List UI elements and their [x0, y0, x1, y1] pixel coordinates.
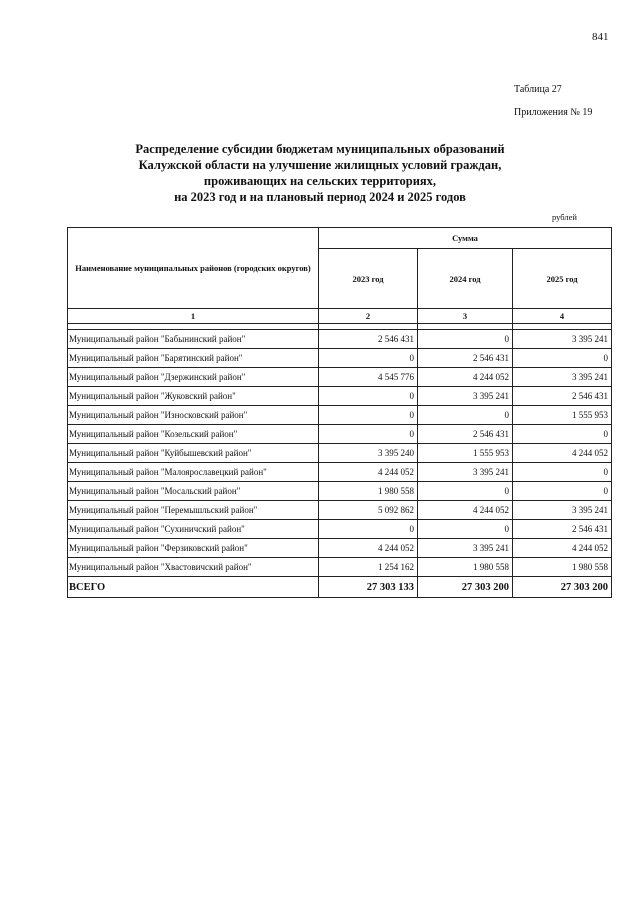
sum-header: Сумма — [319, 228, 612, 249]
column-number: 3 — [418, 309, 513, 324]
amount-2025: 0 — [513, 349, 612, 368]
amount-2023: 0 — [319, 520, 418, 539]
title-line: Распределение субсидии бюджетам муниципальных образований — [135, 142, 505, 156]
amount-2025: 0 — [513, 482, 612, 501]
amount-2023: 1 254 162 — [319, 558, 418, 577]
amount-2023: 0 — [319, 387, 418, 406]
table-row — [68, 558, 612, 577]
amount-2025: 4 244 052 — [513, 539, 612, 558]
title-line: Калужской области на улучшение жилищных условий граждан, — [138, 158, 502, 172]
year-header-2023: 2023 год — [319, 249, 418, 309]
district-name: Муниципальный район "Ферзиковский район" — [68, 539, 319, 558]
amount-2025: 2 546 431 — [513, 520, 612, 539]
district-name: Муниципальный район "Сухиничский район" — [68, 520, 319, 539]
table-row — [68, 520, 612, 539]
column-number: 4 — [513, 309, 612, 324]
amount-2024: 0 — [418, 406, 513, 425]
subsidy-table — [67, 227, 612, 598]
amount-2023: 2 546 431 — [319, 330, 418, 349]
table-row — [68, 425, 612, 444]
amount-2024: 3 395 241 — [418, 539, 513, 558]
total-row — [68, 577, 612, 598]
amount-2024: 2 546 431 — [418, 425, 513, 444]
amount-2025: 3 395 241 — [513, 368, 612, 387]
units-label: рублей — [552, 212, 577, 222]
table-row — [68, 406, 612, 425]
appendix-label: Приложения № 19 — [514, 107, 593, 118]
amount-2023: 0 — [319, 349, 418, 368]
district-name: Муниципальный район "Куйбышевский район" — [68, 444, 319, 463]
amount-2025: 1 980 558 — [513, 558, 612, 577]
district-name: Муниципальный район "Малоярославецкий район" — [68, 463, 319, 482]
district-name: Муниципальный район "Барятинский район" — [68, 349, 319, 368]
amount-2023: 4 244 052 — [319, 539, 418, 558]
district-name: Муниципальный район "Козельский район" — [68, 425, 319, 444]
amount-2025: 2 546 431 — [513, 387, 612, 406]
amount-2023: 0 — [319, 406, 418, 425]
year-header-2025: 2025 год — [513, 249, 612, 309]
amount-2024: 2 546 431 — [418, 349, 513, 368]
district-name: Муниципальный район "Жуковский район" — [68, 387, 319, 406]
amount-2024: 4 244 052 — [418, 501, 513, 520]
amount-2024: 1 555 953 — [418, 444, 513, 463]
district-name: Муниципальный район "Бабынинский район" — [68, 330, 319, 349]
amount-2025: 3 395 241 — [513, 501, 612, 520]
amount-2025: 0 — [513, 463, 612, 482]
column-number: 1 — [68, 309, 319, 324]
amount-2024: 3 395 241 — [418, 387, 513, 406]
district-name: Муниципальный район "Дзержинский район" — [68, 368, 319, 387]
amount-2025: 0 — [513, 425, 612, 444]
total-2023: 27 303 133 — [319, 577, 418, 598]
amount-2024: 3 395 241 — [418, 463, 513, 482]
page-number: 841 — [592, 31, 609, 43]
column-number: 2 — [319, 309, 418, 324]
total-label: ВСЕГО — [68, 577, 319, 598]
table-row — [68, 387, 612, 406]
amount-2024: 4 244 052 — [418, 368, 513, 387]
name-column-header: Наименование муниципальных районов (городских округов) — [68, 228, 319, 309]
amount-2023: 0 — [319, 425, 418, 444]
table-row — [68, 368, 612, 387]
district-name: Муниципальный район "Мосальский район" — [68, 482, 319, 501]
district-name: Муниципальный район "Хвастовичский район" — [68, 558, 319, 577]
table-row — [68, 501, 612, 520]
table-row — [68, 463, 612, 482]
table-row — [68, 330, 612, 349]
amount-2025: 4 244 052 — [513, 444, 612, 463]
total-2024: 27 303 200 — [418, 577, 513, 598]
district-name: Муниципальный район "Износковский район" — [68, 406, 319, 425]
document-title — [100, 141, 540, 205]
amount-2023: 3 395 240 — [319, 444, 418, 463]
table-label: Таблица 27 — [514, 84, 562, 95]
table-row — [68, 482, 612, 501]
title-line: на 2023 год и на плановый период 2024 и 2025 годов — [174, 190, 466, 204]
table-row — [68, 444, 612, 463]
year-header-2024: 2024 год — [418, 249, 513, 309]
amount-2023: 4 244 052 — [319, 463, 418, 482]
amount-2025: 1 555 953 — [513, 406, 612, 425]
table-row — [68, 539, 612, 558]
amount-2024: 1 980 558 — [418, 558, 513, 577]
total-2025: 27 303 200 — [513, 577, 612, 598]
amount-2025: 3 395 241 — [513, 330, 612, 349]
title-line: проживающих на сельских территориях, — [203, 174, 437, 188]
amount-2023: 1 980 558 — [319, 482, 418, 501]
table-row — [68, 349, 612, 368]
amount-2024: 0 — [418, 330, 513, 349]
amount-2023: 5 092 862 — [319, 501, 418, 520]
amount-2024: 0 — [418, 482, 513, 501]
amount-2024: 0 — [418, 520, 513, 539]
district-name: Муниципальный район "Перемышльский район" — [68, 501, 319, 520]
amount-2023: 4 545 776 — [319, 368, 418, 387]
